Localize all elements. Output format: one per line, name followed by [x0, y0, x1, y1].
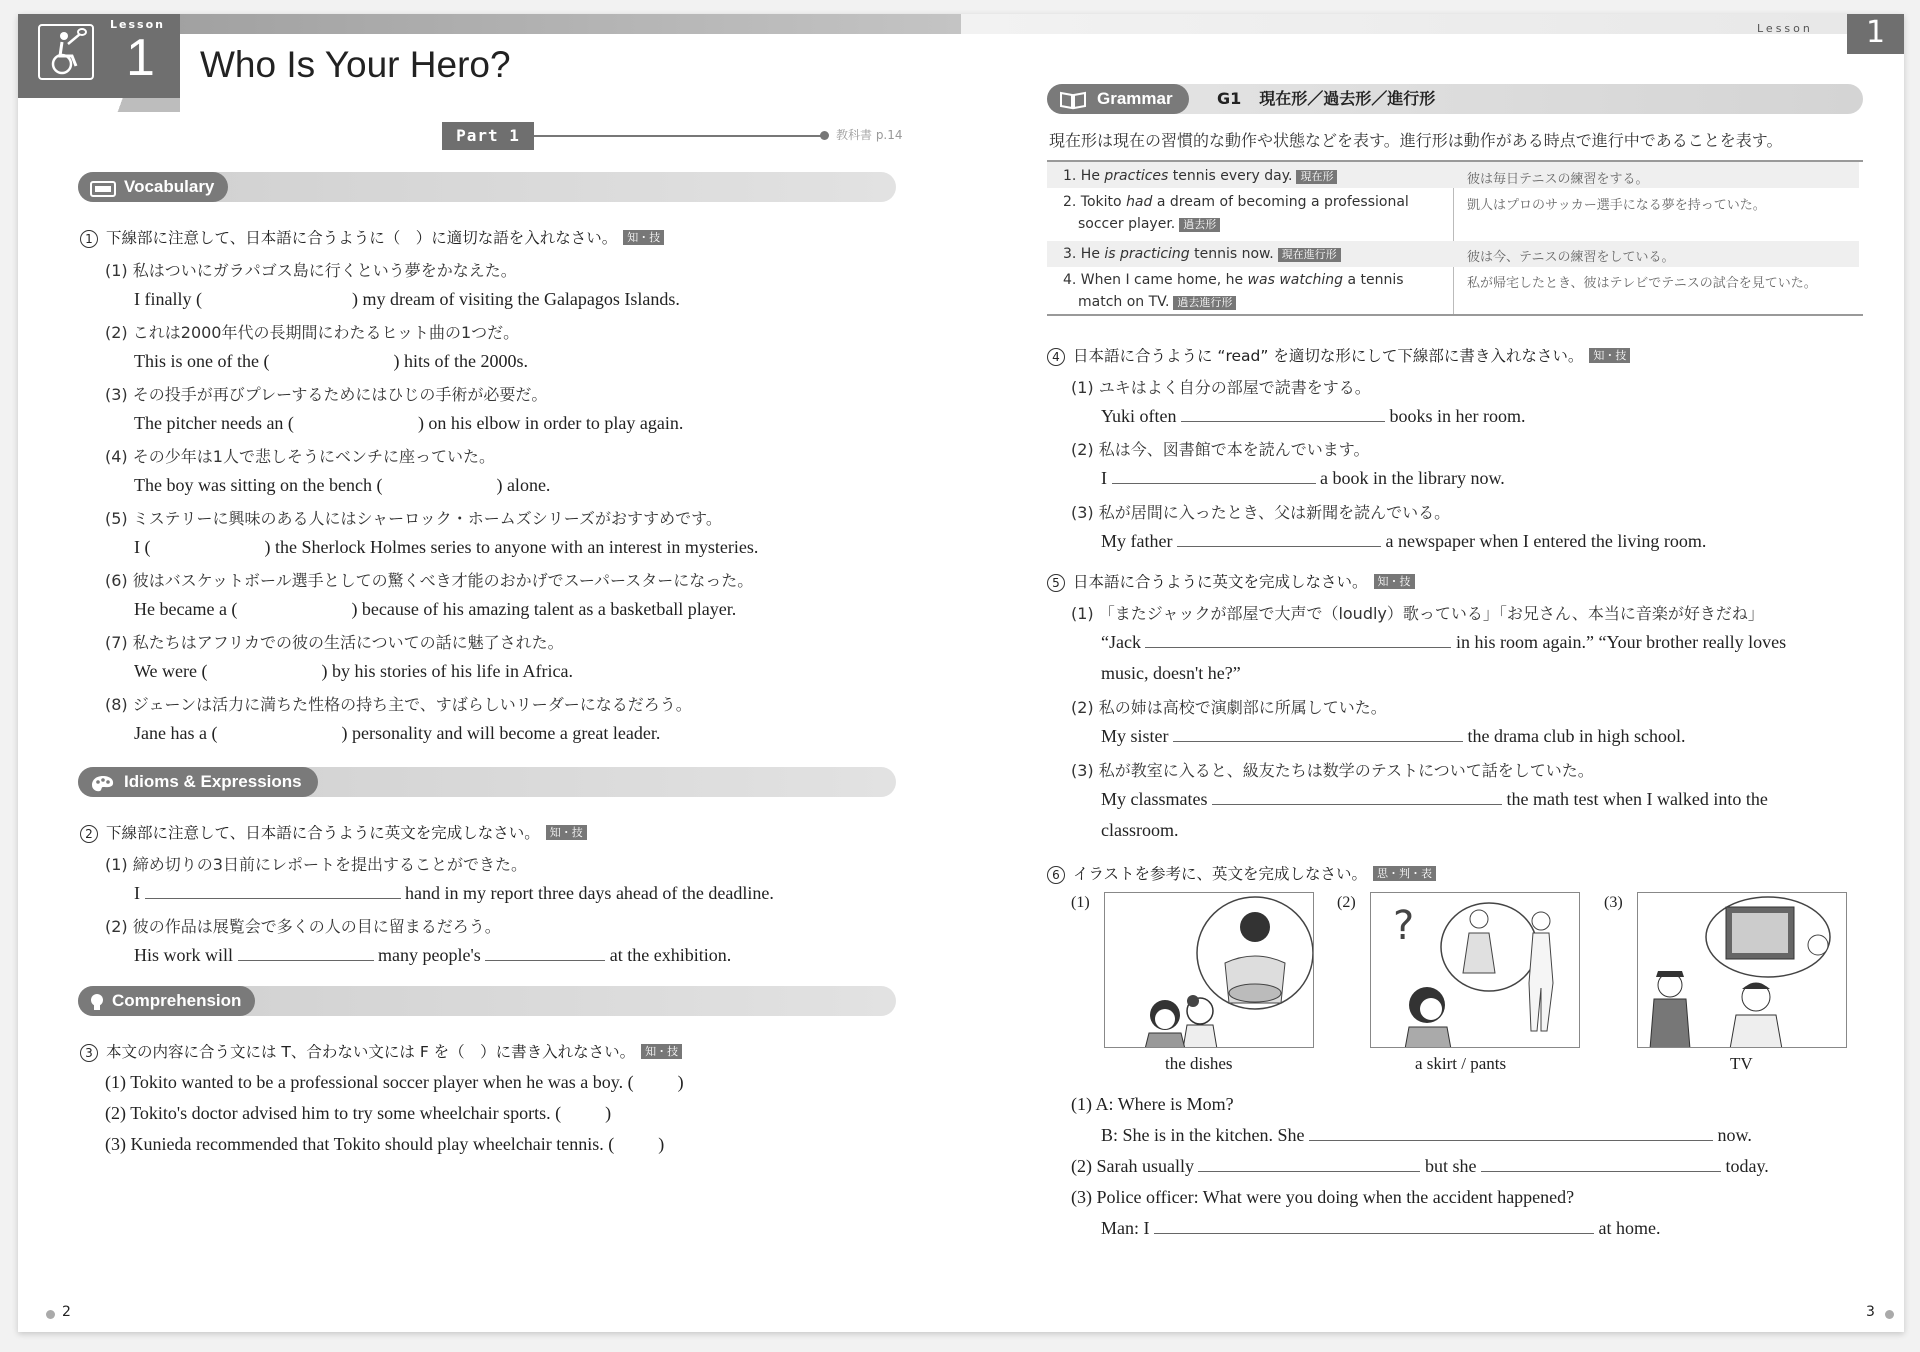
- q5-item-3-en: My classmates the math test when I walked into the: [1101, 789, 1768, 809]
- textbook-spread: [18, 14, 1904, 1332]
- page-dot: [1885, 1310, 1894, 1319]
- answer-blank[interactable]: [1481, 1171, 1721, 1172]
- answer-blank[interactable]: [485, 960, 605, 961]
- q5-item-1-en: “Jack in his room again.” “Your brother really loves: [1101, 632, 1787, 652]
- q1-item-en: We were ( ) by his stories of his life in Africa.: [134, 661, 573, 681]
- example-row-1-en: 1. He practices tennis every day. 現在形: [1063, 168, 1337, 184]
- left-page: [18, 14, 961, 1332]
- tf-answer-box[interactable]: ( ): [608, 1134, 665, 1154]
- pic-2-caption: a skirt / pants: [1415, 1054, 1507, 1073]
- q2-item-2-en: His work will many people's at the exhibition.: [134, 945, 732, 965]
- q6-item-1-a: (1) A: Where is Mom?: [1071, 1094, 1234, 1114]
- q1-item-ja: (1) 私はついにガラパゴス島に行くという夢をかなえた。: [105, 261, 517, 280]
- q1-item-ja: (8) ジェーンは活力に満ちた性格の持ち主で、すばらしいリーダーになるだろう。: [105, 695, 692, 714]
- example-row-2-ja: 凱人はプロのサッカー選手になる夢を持っていた。: [1467, 198, 1766, 213]
- comprehension-heading: Comprehension: [78, 986, 255, 1016]
- pic-3-label: (3): [1604, 894, 1623, 911]
- wheelchair-tennis-icon: [38, 24, 94, 80]
- header-band: [961, 14, 1847, 34]
- q1-item-en: Jane has a ( ) personality and will become a great leader.: [134, 723, 661, 743]
- q5-item-2-en: My sister the drama club in high school.: [1101, 726, 1686, 746]
- pic-1-caption: the dishes: [1165, 1054, 1233, 1073]
- example-row-4-ja: 私が帰宅したとき、彼はテレビでテニスの試合を見ていた。: [1467, 276, 1817, 291]
- q5-item-3-en-cont: classroom.: [1101, 820, 1179, 840]
- comprehension-section-bar: [78, 986, 896, 1016]
- answer-blank[interactable]: [1309, 1140, 1713, 1141]
- q3-instruction: 3 本文の内容に合う文には T、合わない文には F を（ ）に書き入れなさい。 知・技: [80, 1040, 682, 1062]
- q4-item-2-en: I a book in the library now.: [1101, 468, 1505, 488]
- answer-blank[interactable]: [1198, 1171, 1420, 1172]
- lesson-word: Lesson: [1757, 22, 1813, 35]
- q5-item-1-en-cont: music, doesn't he?”: [1101, 663, 1241, 683]
- q6-item-3-a: (3) Police officer: What were you doing when the accident happened?: [1071, 1187, 1575, 1207]
- q5-instruction: 5 日本語に合うように英文を完成しなさい。 知・技: [1047, 570, 1415, 592]
- answer-blank[interactable]: [1173, 741, 1463, 742]
- answer-blank[interactable]: [1181, 421, 1385, 422]
- q2-instruction: 2 下線部に注意して、日本語に合うように英文を完成しなさい。 知・技: [80, 821, 587, 843]
- q4-instruction: 4 日本語に合うように “read” を適切な形にして下線部に書き入れなさい。 知・技: [1047, 344, 1630, 366]
- q1-item-en: The pitcher needs an ( ) on his elbow in order to play again.: [134, 413, 684, 433]
- q1-item-ja: (2) これは2000年代の長期間にわたるヒット曲の1つだ。: [105, 323, 520, 342]
- page-number-left: 2: [62, 1304, 71, 1320]
- example-row-4-en: 4. When I came home, he was watching a tennis: [1063, 272, 1404, 288]
- grammar-description: 現在形は現在の習慣的な動作や状態などを表す。進行形は動作がある時点で進行中であることを表す。: [1049, 131, 1783, 150]
- q5-item-3-ja: (3) 私が教室に入ると、級友たちは数学のテストについて話をしていた。: [1071, 761, 1594, 780]
- q2-item-2-ja: (2) 彼の作品は展覧会で多くの人の目に留まるだろう。: [105, 917, 501, 936]
- example-row-3-en: 3. He is practicing tennis now. 現在進行形: [1063, 246, 1341, 262]
- example-row-3-ja: 彼は今、テニスの練習をしている。: [1467, 250, 1675, 265]
- idioms-heading: Idioms & Expressions: [78, 767, 318, 797]
- q1-item-en: I finally ( ) my dream of visiting the Galapagos Islands.: [134, 289, 680, 309]
- page-dot: [46, 1310, 55, 1319]
- q6-item-2: (2) Sarah usually but she today.: [1071, 1156, 1769, 1176]
- q1-item-ja: (3) その投手が再びプレーするためにはひじの手術が必要だ。: [105, 385, 548, 404]
- q6-item-1-b: B: She is in the kitchen. She now.: [1101, 1125, 1752, 1145]
- answer-blank[interactable]: [1154, 1233, 1594, 1234]
- right-page: [961, 14, 1904, 1332]
- q1-item-ja: (5) ミステリーに興味のある人にはシャーロック・ホームズシリーズがおすすめです。: [105, 509, 722, 528]
- q2-item-1-ja: (1) 締め切りの3日前にレポートを提出することができた。: [105, 855, 527, 874]
- q6-item-3-b: Man: I at home.: [1101, 1218, 1661, 1238]
- answer-blank[interactable]: [145, 898, 401, 899]
- q1-item-ja: (6) 彼はバスケットボール選手としての驚くべき才能のおかげでスーパースターになった。: [105, 571, 754, 590]
- q1-item-en: I ( ) the Sherlock Holmes series to anyone with an interest in mysteries.: [134, 537, 759, 557]
- answer-blank[interactable]: [238, 960, 374, 961]
- grammar-title: G1 現在形／過去形／進行形: [1217, 89, 1436, 108]
- idioms-section-bar: [78, 767, 896, 797]
- q3-item-2: (2) Tokito's doctor advised him to try some wheelchair sports. ( ): [105, 1103, 612, 1123]
- q6-instruction: 6 イラストを参考に、英文を完成しなさい。 思・判・表: [1047, 862, 1436, 884]
- pic-2-label: (2): [1337, 894, 1356, 911]
- example-row-2-en: 2. Tokito had a dream of becoming a professional: [1063, 194, 1409, 210]
- pic-1-label: (1): [1071, 894, 1090, 911]
- lesson-badge: [1847, 14, 1904, 54]
- grammar-section-bar: [1047, 84, 1863, 114]
- example-row-2-en-cont: soccer player. 過去形: [1078, 216, 1220, 232]
- q4-item-1-ja: (1) ユキはよく自分の部屋で読書をする。: [1071, 378, 1371, 397]
- q5-item-2-ja: (2) 私の姉は高校で演劇部に所属していた。: [1071, 698, 1387, 717]
- svg-text:?: ?: [1393, 903, 1415, 949]
- book-icon: [1059, 90, 1085, 108]
- q3-item-3: (3) Kunieda recommended that Tokito should play wheelchair tennis. ( ): [105, 1134, 665, 1154]
- page-number-right: 3: [1866, 1304, 1875, 1320]
- lesson-badge-tail: [96, 98, 180, 112]
- lightbulb-icon: [88, 992, 106, 1010]
- palette-icon: [90, 773, 116, 791]
- textbook-ref: 教科書 p.14: [836, 128, 903, 142]
- illustration-tv: [1637, 892, 1847, 1048]
- q1-item-en: The boy was sitting on the bench ( ) alone.: [134, 475, 551, 495]
- q1-item-en: This is one of the ( ) hits of the 2000s.: [134, 351, 528, 371]
- answer-blank[interactable]: [1212, 804, 1502, 805]
- illustration-dishes: [1104, 892, 1314, 1048]
- q5-item-1-ja: (1) 「またジャックが部屋で大声で（loudly）歌っている」「お兄さん、本当に音楽が好きだね」: [1071, 604, 1764, 623]
- q1-instruction: 1 下線部に注意して、日本語に合うように（ ）に適切な語を入れなさい。 知・技: [80, 226, 664, 248]
- words-icon: [90, 178, 116, 196]
- example-row-4-en-cont: match on TV. 過去進行形: [1078, 294, 1236, 310]
- lesson-number: 1: [126, 29, 155, 87]
- tf-answer-box[interactable]: ( ): [627, 1072, 684, 1092]
- rule-dot: [820, 131, 829, 140]
- answer-blank[interactable]: [1177, 546, 1381, 547]
- part-label: Part 1: [442, 122, 534, 150]
- q3-item-1: (1) Tokito wanted to be a professional soccer player when he was a boy. ( ): [105, 1072, 684, 1092]
- illustration-skirt-pants: [1370, 892, 1580, 1048]
- q4-item-3-ja: (3) 私が居間に入ったとき、父は新聞を読んでいる。: [1071, 503, 1451, 522]
- page-title: Who Is Your Hero?: [200, 44, 511, 85]
- answer-blank[interactable]: [1145, 647, 1451, 648]
- q4-item-2-ja: (2) 私は今、図書館で本を読んでいます。: [1071, 440, 1370, 459]
- q4-item-3-en: My father a newspaper when I entered the living room.: [1101, 531, 1707, 551]
- q1-item-ja: (7) 私たちはアフリカでの彼の生活についての話に魅了された。: [105, 633, 564, 652]
- vocabulary-section-bar: [78, 172, 896, 202]
- q4-item-1-en: Yuki often books in her room.: [1101, 406, 1526, 426]
- q1-item-en: He became a ( ) because of his amazing talent as a basketball player.: [134, 599, 737, 619]
- lesson-word: Lesson: [110, 18, 165, 31]
- tf-answer-box[interactable]: ( ): [555, 1103, 612, 1123]
- q1-item-ja: (4) その少年は1人で悲しそうにベンチに座っていた。: [105, 447, 495, 466]
- vocabulary-heading: Vocabulary: [78, 172, 228, 202]
- lesson-number: 1: [1865, 15, 1886, 50]
- grammar-heading: Grammar: [1047, 84, 1189, 114]
- answer-blank[interactable]: [1112, 483, 1316, 484]
- pic-3-caption: TV: [1730, 1054, 1753, 1073]
- grammar-examples-table: [1047, 160, 1863, 316]
- example-row-1-ja: 彼は毎日テニスの練習をする。: [1467, 172, 1649, 187]
- q2-item-1-en: I hand in my report three days ahead of the deadline.: [134, 883, 774, 903]
- part-rule: [534, 135, 824, 137]
